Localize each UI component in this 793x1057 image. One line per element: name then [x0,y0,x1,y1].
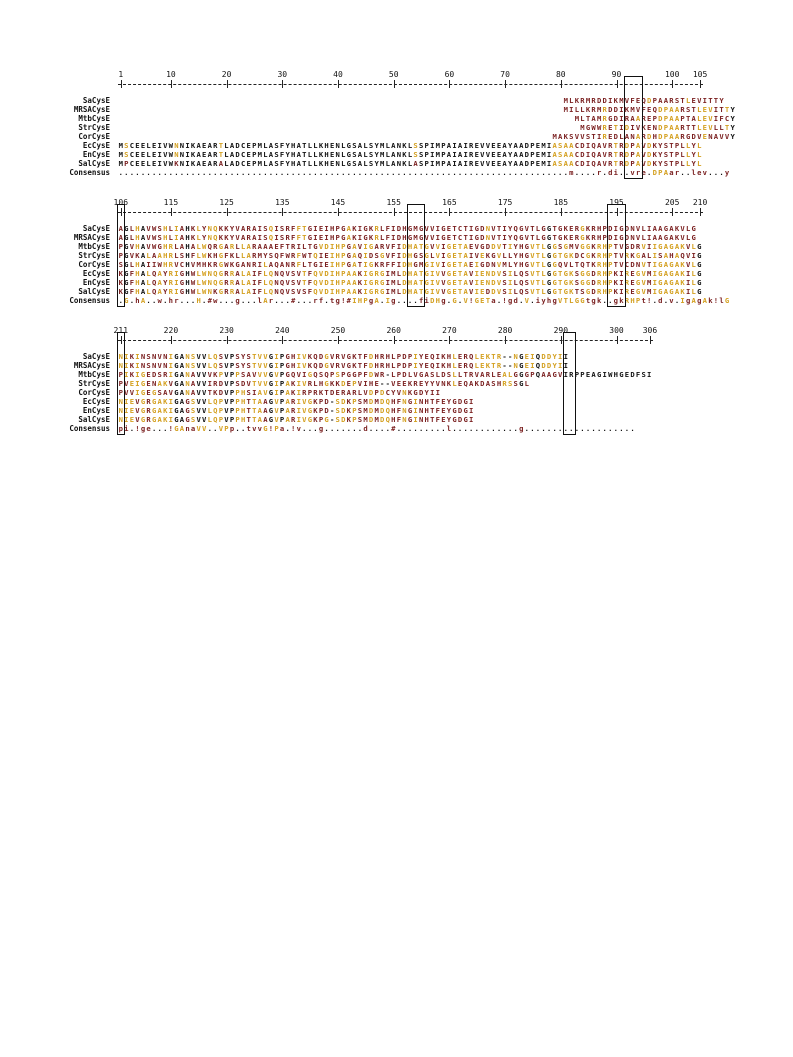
conserved-region-box [117,332,125,435]
ruler-number: 306 [642,326,658,335]
sequence-name: Consensus [69,168,110,177]
ruler-number: 165 [442,198,457,207]
ruler-number: 135 [275,198,290,207]
ruler-tick [449,208,450,216]
ruler-tick [171,80,172,88]
ruler-tick [394,336,395,344]
residue-sequence: MLTAMRGDIRAAREPDPAAPTALEVIFCY [574,114,735,123]
sequence-name: EcCysE [82,269,110,278]
residue-sequence: AGLHAVWSHLIAHKLYNQKKYVARAISQISRFFTGIEIHPGAKIGKRLFIDHGMGVVIGETCTIGDNVTIYQGVTLGGTGKERGKRHPDIGDNVLIAAGAKVLG [118,233,696,242]
ruler-number: 205 [664,198,680,207]
ruler-tick [227,336,228,344]
ruler-number: 70 [500,70,510,79]
conserved-region-box [607,204,626,307]
ruler-number: 250 [330,326,346,335]
residue-sequence: MLKRMRDDIKMVFEQDPAARSTLEVITTY [563,96,724,105]
ruler-tick [561,80,562,88]
residue-sequence: NIEVGRGAKIGAGSVVLQPVPPHTTAAGVPARIVGKPD-SDKPSMDMDQHFNGINHTFEYGDGI [118,406,474,415]
residue-sequence: MSCEELEIVWNNIKAEARTLADCEPMLASFYHATLLKHENLGSALSYMLANKLSSPIMPAIAIREVVEEAYAADPEMIASAACDIQAVRTRDPAVDKYSTPLLYL [118,141,702,150]
ruler-number: 106 [113,198,129,207]
sequence-name: SaCysE [82,224,110,233]
sequence-name: SaCysE [82,96,110,105]
ruler-tick [394,80,395,88]
ruler-number: 115 [163,198,179,207]
ruler-number: 60 [444,70,455,79]
ruler-number: 230 [219,326,234,335]
ruler-tick [121,80,122,88]
ruler-number: 220 [163,326,179,335]
sequence-name: SaCysE [82,352,110,361]
ruler-tick [700,208,701,216]
ruler-number: 100 [664,70,680,79]
sequence-name: Consensus [69,296,110,305]
residue-sequence: PVEIGENAKVGANAVVIRDVPSDVTVVGIPAKIVRLHGKKDEPVIHE--VEEKREYYVNKLEQAKDASHRSSGL [118,379,529,388]
sequence-name: MtbCysE [78,370,110,379]
residue-sequence: MAKSVVSTIREDLANARDHDPAARGDVENAVVY [552,132,735,141]
residue-sequence: SGLHAIIWHRVCHVMHKRGWKGANRILAQANRFLTGIEIHPGATIGKRFFIDHGMGIVIGETAEIGDNVMLYHGVTLGGQVLTQTKRHPTVCDNVTIGAGAKVLG [118,260,702,269]
residue-sequence: KGFHALQAYRIGHWLWNKGRRALAIFLQNQVSVSFQVDIHPAAKIGRGIMLDHATGIVVGETAVIEDDVSILQSVTLGGTGKTSGDRHPKIREGVMIGAGAKILG [118,287,702,296]
sequence-name: StrCysE [78,123,110,132]
ruler-number: 50 [388,70,399,79]
residue-sequence: NIKINSNVNIGANSVVLQSVPSYSTVVGIPGHIVKQDGVRVGKTFDHRHLPDPIYEQIKHLERQLEKTR--NGEIQDDYII [118,352,568,361]
ruler-tick [338,336,339,344]
ruler-tick [394,208,395,216]
sequence-name: EcCysE [82,141,110,150]
sequence-name: StrCysE [78,251,110,260]
sequence-name: SalCysE [78,415,110,424]
sequence-name: MRSACysE [73,361,110,370]
ruler-number: 260 [386,326,401,335]
residue-sequence: NIEVGRGAKIGAGSVVLQPVPPHTTAAGVPARIVGKPG-SDKPSMDMDQHFNGINHTFEYGDGI [118,415,474,424]
residue-sequence: MSCEELEIVWNNIKAEARTLADCEPMLASFYHATLLKHENLGSALSYMLANKLSSPIMPAIAIREVVEEAYAADPEMIASAACDIQAVRTRDPAVDKYSTPLLYL [118,150,702,159]
ruler-tick [171,336,172,344]
ruler-number: 185 [553,198,569,207]
ruler-number: 211 [113,326,129,335]
residue-sequence: NIKINSNVNIGANSVVLQSVPSYSTVVGIPGHIVKQDGVRVGKTFDHRHLPDPIYEQIKHLERQLEKTR--NGEIQDDYII [118,361,568,370]
sequence-name: CorCysE [78,132,110,141]
ruler-number: 240 [275,326,290,335]
conserved-region-box [407,204,426,307]
residue-sequence: NIEVGRGAKIGAGSVVLQPVPPHTTAAGVPARIVGKPD-SDKPSMDMDQHFNGINHTFEYGDGI [118,397,474,406]
ruler-number: 125 [219,198,234,207]
ruler-tick [561,208,562,216]
ruler-number: 105 [692,70,708,79]
sequence-name: SalCysE [78,159,110,168]
ruler-tick [282,336,283,344]
ruler-tick [227,80,228,88]
sequence-name: CorCysE [78,260,110,269]
residue-sequence: PGVKALAAHRLSHFLWKHGFKLLARMYSQFWRFWTQIEIHPGAQIDSGVFIDHGSGLVIGETAIVEKGVLLYHGVTLGGTGKDCGKRHPTVRKGALISAHAQVIG [118,251,702,260]
ruler-number: 290 [553,326,569,335]
conserved-region-box [624,76,643,179]
ruler-tick [672,208,673,216]
ruler-tick [449,336,450,344]
sequence-name: EcCysE [82,397,110,406]
ruler-number: 280 [497,326,513,335]
ruler-number: 90 [611,70,622,79]
ruler-tick [282,208,283,216]
ruler-number: 10 [166,70,176,79]
sequence-name: SalCysE [78,287,110,296]
ruler-tick [282,80,283,88]
consensus-sequence: pi.!ge...!GAnaVV..VPp..tvvG!Pa.!v...g.......d....#.........l............g.................... [118,424,635,433]
ruler-tick [700,80,701,88]
ruler-tick [338,80,339,88]
ruler-tick [171,208,172,216]
residue-sequence: AGLHAVWSHLIAHKLYNQKKYVARAISQISRFFTGIEIHPGAKIGKRLFIDHGMGVVIGETCTIGDNVTIYQGVTLGGTGKERGKRHPDIGDNVLIAAGAKVLG [118,224,696,233]
sequence-name: EnCysE [82,150,110,159]
ruler-tick [617,336,618,344]
residue-sequence: PVVIGEGSAVGANAVVTKDVPPHSIAVGIPAKIRPRKTDERARLVDPDCYVNKGDYII [118,388,440,397]
sequence-name: MtbCysE [78,114,110,123]
ruler-number: 1 [118,70,124,79]
sequence-name: StrCysE [78,379,110,388]
ruler-tick [449,80,450,88]
ruler-number: 30 [277,70,288,79]
residue-sequence: KGFHALQAYRIGHWLWNQGRRALAIFLQNQVSVTFQVDIHPAAKIGRGIMLDHATGIVVGETAVIENDVSILQSVTLGGTGKSGGDRHPKIREGVMIGAGAKILG [118,278,702,287]
sequence-name: MRSACysE [73,105,110,114]
ruler-tick [672,80,673,88]
conserved-region-box [563,332,576,435]
ruler-number: 300 [609,326,624,335]
sequence-name: Consensus [69,424,110,433]
sequence-name: EnCysE [82,278,110,287]
ruler-tick [617,80,618,88]
conserved-region-box [117,204,125,307]
residue-sequence: MGWWRETIDIVKENDPAARTTLEVLLTY [580,123,735,132]
ruler-tick [505,208,506,216]
ruler-number: 40 [333,70,343,79]
ruler-number: 175 [497,198,513,207]
ruler-tick [650,336,651,344]
ruler-tick [505,80,506,88]
ruler-number: 20 [221,70,232,79]
ruler-number: 195 [609,198,624,207]
sequence-name: CorCysE [78,388,110,397]
consensus-sequence: .................................................................................m....r.di..vre.DPAar..lev...y [118,168,730,177]
ruler-number: 145 [330,198,346,207]
ruler-number: 210 [692,198,708,207]
sequence-name: MRSACysE [73,233,110,242]
ruler-number: 80 [555,70,566,79]
ruler-tick [505,336,506,344]
residue-sequence: MILLKRMRDDIKMVFEQDPAARSTLEVITTY [563,105,735,114]
sequence-name: EnCysE [82,406,110,415]
residue-sequence: PIKIGEDSRIGANAVVVKPVPPSAVVVGVPGQVIGQSQPSPGGPFDWR-LPDLVGASLDSLLTRVARLEALGGGPQAAGVIRPPEAGIWHGEDFSI [118,370,652,379]
ruler-number: 270 [442,326,457,335]
ruler-tick [227,208,228,216]
residue-sequence: KGFHALQAYRIGHWLWNQGRRALAIFLQNQVSVTFQVDIHPAAKIGRGIMLDHATGIVVGETAVIENDVSILQSVTLGGTGKSGGDRHPKIREGVMIGAGAKILG [118,269,702,278]
sequence-name: MtbCysE [78,242,110,251]
ruler-line [118,84,703,85]
consensus-sequence: .G.hA..w.hr...H.#w...g...lAr...#...rf.tg!#IHPgA.Ig....fiDHg.G.V!GETa.!gd.V.iyhgVTLGGtgk..gkRHPt!.d.v.IgAgAk!lG [118,296,730,305]
ruler-tick [338,208,339,216]
residue-sequence: PGVHAVWGHRLAHALWQRGARLLARAAAEFTRILTGVDIHPGAVIGARVFIDHATGVVIGETAEVGDDVTIYHGVTLGGSGMVGGKRHPTVGDRVIIGAGAKVLG [118,242,702,251]
residue-sequence: MPCEELEIVWKNIKAEARALADCEPMLASFYHATLLKHENLGSALSYMLANKLASPIMPAIAIREVVEEAYAADPEMIASAACDIQAVRTRDPAVDKYSTPLLYL [118,159,702,168]
ruler-number: 155 [386,198,401,207]
